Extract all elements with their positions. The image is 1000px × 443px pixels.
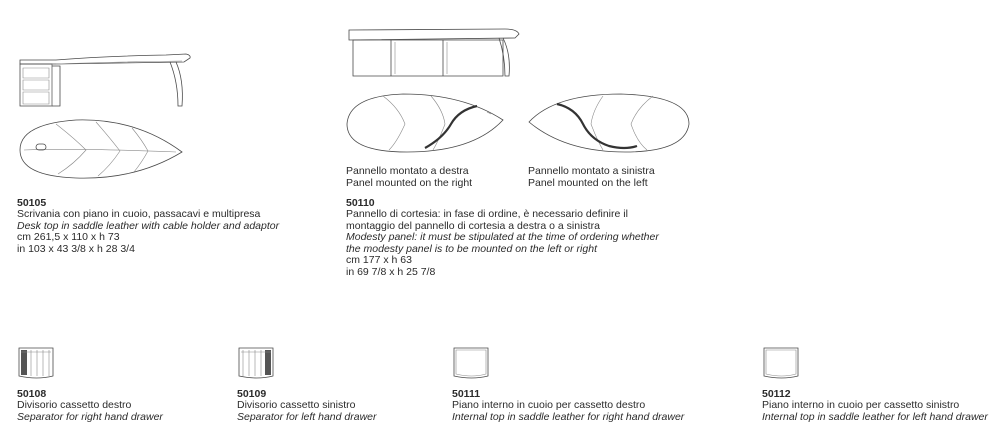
separator-left-drawer-drawing [237, 346, 277, 380]
panel-left-plan-drawing [525, 90, 693, 156]
modesty-panel-front-elevation-drawing [345, 24, 525, 80]
description-it: Piano interno in cuoio per cassetto destro [452, 399, 646, 411]
product-code: 50112 [762, 388, 791, 400]
panel-right-plan-drawing [343, 90, 508, 156]
product-50108 [17, 388, 163, 423]
product-50111 [452, 388, 684, 423]
description-it: Scrivania con piano in cuoio, passacavi e multipresa [17, 208, 261, 220]
product-code: 50111 [452, 388, 481, 400]
product-code: 50109 [237, 388, 267, 400]
description-it: Piano interno in cuoio per cassetto sinistro [762, 399, 960, 411]
desk-side-elevation-drawing [16, 50, 196, 110]
caption-left-en: Panel mounted on the left [528, 176, 648, 189]
dimensions-in: in 103 x 43 3/8 x h 28 3/4 [17, 242, 135, 255]
caption-panel-left [528, 166, 655, 189]
product-50109 [237, 388, 377, 423]
separator-right-drawer-drawing [17, 346, 57, 380]
description-it-2: montaggio del pannello di cortesia a destra o a sinistra [346, 219, 600, 232]
product-50105 [17, 197, 279, 255]
dimensions-cm: cm 177 x h 63 [346, 254, 412, 266]
caption-left-it: Pannello montato a sinistra [528, 165, 655, 177]
dimensions-in: in 69 7/8 x h 25 7/8 [346, 265, 436, 278]
dimensions-cm: cm 261,5 x 110 x h 73 [17, 231, 120, 243]
product-50110 [346, 197, 659, 278]
description-en: Separator for left hand drawer [237, 410, 377, 423]
desk-top-plan-drawing [16, 114, 186, 184]
description-en: Internal top in saddle leather for left hand drawer [762, 410, 988, 423]
description-it: Divisorio cassetto destro [17, 399, 132, 411]
description-en: Desk top in saddle leather with cable holder and adaptor [17, 219, 280, 232]
caption-right-en: Panel mounted on the right [346, 176, 473, 189]
product-50112 [762, 388, 988, 423]
internal-top-left-drawer-drawing [762, 346, 802, 380]
description-en: Internal top in saddle leather for right hand drawer [452, 410, 685, 423]
description-en: Separator for right hand drawer [17, 410, 163, 423]
product-code: 50110 [346, 197, 375, 209]
product-code: 50108 [17, 388, 47, 400]
caption-right-it: Pannello montato a destra [346, 165, 469, 177]
description-en-2: the modesty panel is to be mounted on the left or right [346, 242, 597, 255]
description-it: Divisorio cassetto sinistro [237, 399, 356, 411]
description-en-1: Modesty panel: it must be stipulated at the time of ordering whether [346, 231, 659, 243]
internal-top-right-drawer-drawing [452, 346, 492, 380]
description-it-1: Pannello di cortesia: in fase di ordine, è necessario definire il [346, 208, 628, 220]
product-code: 50105 [17, 197, 47, 209]
caption-panel-right [346, 166, 472, 189]
